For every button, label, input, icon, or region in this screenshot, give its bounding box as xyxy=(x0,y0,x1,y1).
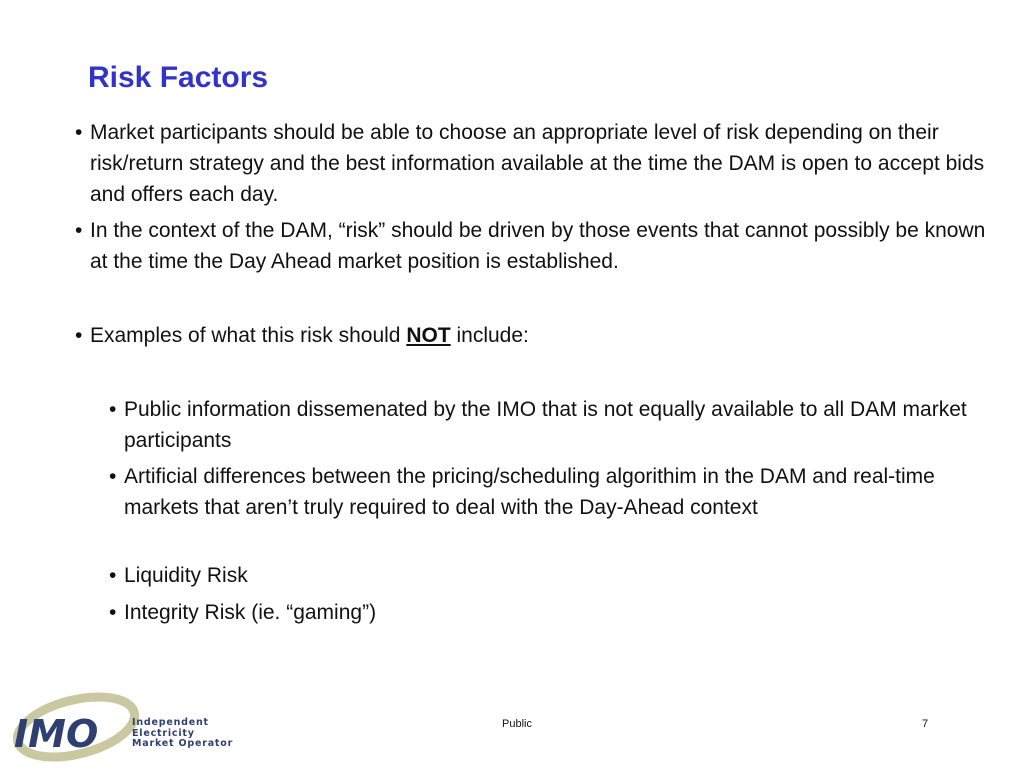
sub-bullet-item xyxy=(109,560,994,591)
bullet-icon: • xyxy=(75,324,83,347)
logo-tagline-line: Market Operator xyxy=(132,738,234,749)
bullet-item-examples xyxy=(75,320,995,351)
sub-bullet-item xyxy=(109,394,994,456)
bullet-item xyxy=(75,117,995,210)
bullet-text: In the context of the DAM, “risk” should be driven by those events that cannot possibly be known at the time the Day Ahead market position is established. xyxy=(90,219,986,273)
examples-prefix: Examples of what this risk should xyxy=(90,324,407,347)
sub-bullet-item xyxy=(109,461,994,523)
logo-mark: IMO xyxy=(14,712,99,756)
footer-classification: Public xyxy=(502,718,532,730)
bullet-item xyxy=(75,215,995,277)
bullet-icon: • xyxy=(75,121,83,144)
bullet-icon: • xyxy=(109,398,117,421)
sub-bullet-text: Liquidity Risk xyxy=(124,564,248,587)
bullet-icon: • xyxy=(109,465,117,488)
sub-bullet-text: Artificial differences between the pricing/scheduling algorithim in the DAM and real-time markets that aren’t truly required to deal with the Day-Ahead context xyxy=(124,465,935,519)
page-number: 7 xyxy=(922,718,929,730)
logo-tagline-line: Electricity xyxy=(132,727,195,739)
bullet-icon: • xyxy=(109,601,117,624)
bullet-text: Market participants should be able to choose an appropriate level of risk depending on their risk/return strategy and the best information available at the time the DAM is open to accept bids and offers each day. xyxy=(90,121,985,206)
logo-tagline xyxy=(132,718,233,750)
slide-title: Risk Factors xyxy=(88,61,269,94)
sub-bullet-text: Integrity Risk (ie. “gaming”) xyxy=(124,601,377,624)
bullet-icon: • xyxy=(75,219,83,242)
examples-suffix: include: xyxy=(450,324,529,347)
examples-emphasis: NOT xyxy=(406,324,451,347)
bullet-icon: • xyxy=(109,564,117,587)
sub-bullet-text: Public information dissemenated by the IMO that is not equally available to all DAM market participants xyxy=(124,398,967,452)
sub-bullet-item xyxy=(109,597,994,628)
logo-tagline-line: Independent xyxy=(132,717,209,728)
